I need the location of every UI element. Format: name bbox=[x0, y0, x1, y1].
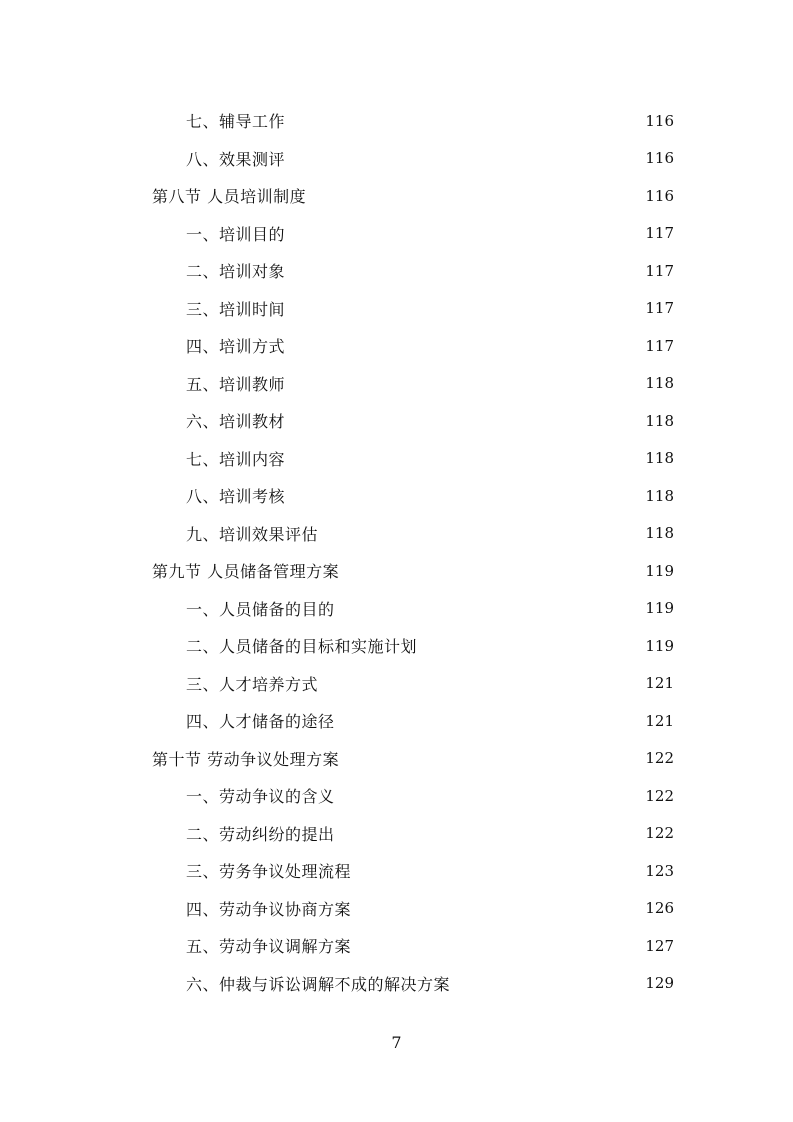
toc-dot-leader bbox=[289, 338, 636, 354]
toc-subsection-entry[interactable] bbox=[0, 515, 793, 553]
toc-entry-title: 三、培训时间 bbox=[186, 299, 286, 319]
table-of-contents bbox=[0, 102, 793, 1002]
toc-entry-page-number: 122 bbox=[645, 749, 674, 768]
toc-entry-page-number: 122 bbox=[645, 786, 674, 805]
toc-dot-leader bbox=[289, 488, 636, 504]
toc-entry-title: 四、人才储备的途径 bbox=[186, 712, 335, 732]
toc-entry-title: 一、劳动争议的含义 bbox=[186, 787, 335, 807]
toc-dot-leader bbox=[339, 825, 636, 841]
toc-dot-leader bbox=[339, 788, 636, 804]
toc-dot-leader bbox=[343, 563, 636, 579]
toc-entry-title: 一、培训目的 bbox=[186, 224, 286, 244]
toc-dot-leader bbox=[355, 900, 636, 916]
toc-entry-page-number: 126 bbox=[645, 899, 674, 918]
toc-subsection-entry[interactable] bbox=[0, 252, 793, 290]
toc-dot-leader bbox=[289, 150, 636, 166]
toc-entry-title: 第九节 人员储备管理方案 bbox=[152, 562, 340, 582]
toc-entry-title: 三、劳务争议处理流程 bbox=[186, 862, 352, 882]
toc-dot-leader bbox=[289, 450, 636, 466]
toc-entry-title: 二、培训对象 bbox=[186, 262, 286, 282]
toc-dot-leader bbox=[289, 113, 636, 129]
toc-entry-page-number: 118 bbox=[645, 449, 674, 468]
toc-entry-title: 七、培训内容 bbox=[186, 449, 286, 469]
toc-dot-leader bbox=[289, 300, 636, 316]
toc-entry-title: 五、劳动争议调解方案 bbox=[186, 937, 352, 957]
toc-dot-leader bbox=[289, 263, 636, 279]
toc-section-entry[interactable] bbox=[0, 552, 793, 590]
toc-entry-title: 六、培训教材 bbox=[186, 412, 286, 432]
toc-subsection-entry[interactable] bbox=[0, 102, 793, 140]
toc-entry-title: 二、人员储备的目标和实施计划 bbox=[186, 637, 418, 657]
toc-dot-leader bbox=[289, 225, 636, 241]
toc-subsection-entry[interactable] bbox=[0, 627, 793, 665]
toc-entry-title: 一、人员储备的目的 bbox=[186, 599, 335, 619]
toc-entry-page-number: 127 bbox=[645, 936, 674, 955]
toc-dot-leader bbox=[322, 525, 636, 541]
toc-entry-title: 七、辅导工作 bbox=[186, 112, 286, 132]
toc-subsection-entry[interactable] bbox=[0, 365, 793, 403]
toc-subsection-entry[interactable] bbox=[0, 777, 793, 815]
toc-entry-title: 三、人才培养方式 bbox=[186, 674, 319, 694]
toc-entry-page-number: 117 bbox=[645, 224, 674, 243]
toc-dot-leader bbox=[421, 638, 636, 654]
toc-dot-leader bbox=[454, 975, 636, 991]
toc-entry-page-number: 118 bbox=[645, 524, 674, 543]
toc-subsection-entry[interactable] bbox=[0, 290, 793, 328]
toc-subsection-entry[interactable] bbox=[0, 927, 793, 965]
toc-entry-page-number: 121 bbox=[645, 674, 674, 693]
toc-dot-leader bbox=[289, 375, 636, 391]
toc-subsection-entry[interactable] bbox=[0, 402, 793, 440]
toc-dot-leader bbox=[343, 750, 636, 766]
toc-dot-leader bbox=[355, 863, 636, 879]
toc-subsection-entry[interactable] bbox=[0, 890, 793, 928]
toc-entry-page-number: 118 bbox=[645, 411, 674, 430]
toc-entry-title: 第十节 劳动争议处理方案 bbox=[152, 749, 340, 769]
toc-entry-title: 六、仲裁与诉讼调解不成的解决方案 bbox=[186, 974, 451, 994]
toc-entry-title: 四、培训方式 bbox=[186, 337, 286, 357]
toc-dot-leader bbox=[339, 600, 636, 616]
toc-subsection-entry[interactable] bbox=[0, 852, 793, 890]
toc-entry-page-number: 117 bbox=[645, 299, 674, 318]
toc-entry-page-number: 119 bbox=[645, 599, 674, 618]
toc-entry-title: 第八节 人员培训制度 bbox=[152, 187, 307, 207]
toc-entry-page-number: 116 bbox=[645, 186, 674, 205]
toc-dot-leader bbox=[310, 188, 636, 204]
toc-entry-page-number: 118 bbox=[645, 374, 674, 393]
toc-section-entry[interactable] bbox=[0, 740, 793, 778]
toc-subsection-entry[interactable] bbox=[0, 665, 793, 703]
toc-entry-title: 二、劳动纠纷的提出 bbox=[186, 824, 335, 844]
toc-dot-leader bbox=[355, 938, 636, 954]
toc-entry-page-number: 117 bbox=[645, 336, 674, 355]
toc-subsection-entry[interactable] bbox=[0, 815, 793, 853]
toc-subsection-entry[interactable] bbox=[0, 965, 793, 1003]
toc-subsection-entry[interactable] bbox=[0, 440, 793, 478]
toc-entry-title: 五、培训教师 bbox=[186, 374, 286, 394]
toc-entry-page-number: 123 bbox=[645, 861, 674, 880]
toc-subsection-entry[interactable] bbox=[0, 140, 793, 178]
toc-subsection-entry[interactable] bbox=[0, 590, 793, 628]
toc-entry-page-number: 118 bbox=[645, 486, 674, 505]
toc-subsection-entry[interactable] bbox=[0, 702, 793, 740]
toc-dot-leader bbox=[289, 413, 636, 429]
toc-dot-leader bbox=[322, 675, 636, 691]
toc-entry-page-number: 121 bbox=[645, 711, 674, 730]
toc-subsection-entry[interactable] bbox=[0, 477, 793, 515]
toc-dot-leader bbox=[339, 713, 636, 729]
toc-entry-page-number: 129 bbox=[645, 974, 674, 993]
toc-entry-title: 九、培训效果评估 bbox=[186, 524, 319, 544]
toc-entry-title: 八、培训考核 bbox=[186, 487, 286, 507]
page-number: 7 bbox=[391, 1033, 402, 1052]
toc-entry-page-number: 117 bbox=[645, 261, 674, 280]
toc-entry-page-number: 116 bbox=[645, 149, 674, 168]
toc-entry-page-number: 119 bbox=[645, 636, 674, 655]
toc-entry-title: 八、效果测评 bbox=[186, 149, 286, 169]
toc-section-entry[interactable] bbox=[0, 177, 793, 215]
toc-subsection-entry[interactable] bbox=[0, 327, 793, 365]
toc-subsection-entry[interactable] bbox=[0, 215, 793, 253]
toc-entry-title: 四、劳动争议协商方案 bbox=[186, 899, 352, 919]
toc-entry-page-number: 119 bbox=[645, 561, 674, 580]
toc-entry-page-number: 122 bbox=[645, 824, 674, 843]
toc-entry-page-number: 116 bbox=[645, 111, 674, 130]
